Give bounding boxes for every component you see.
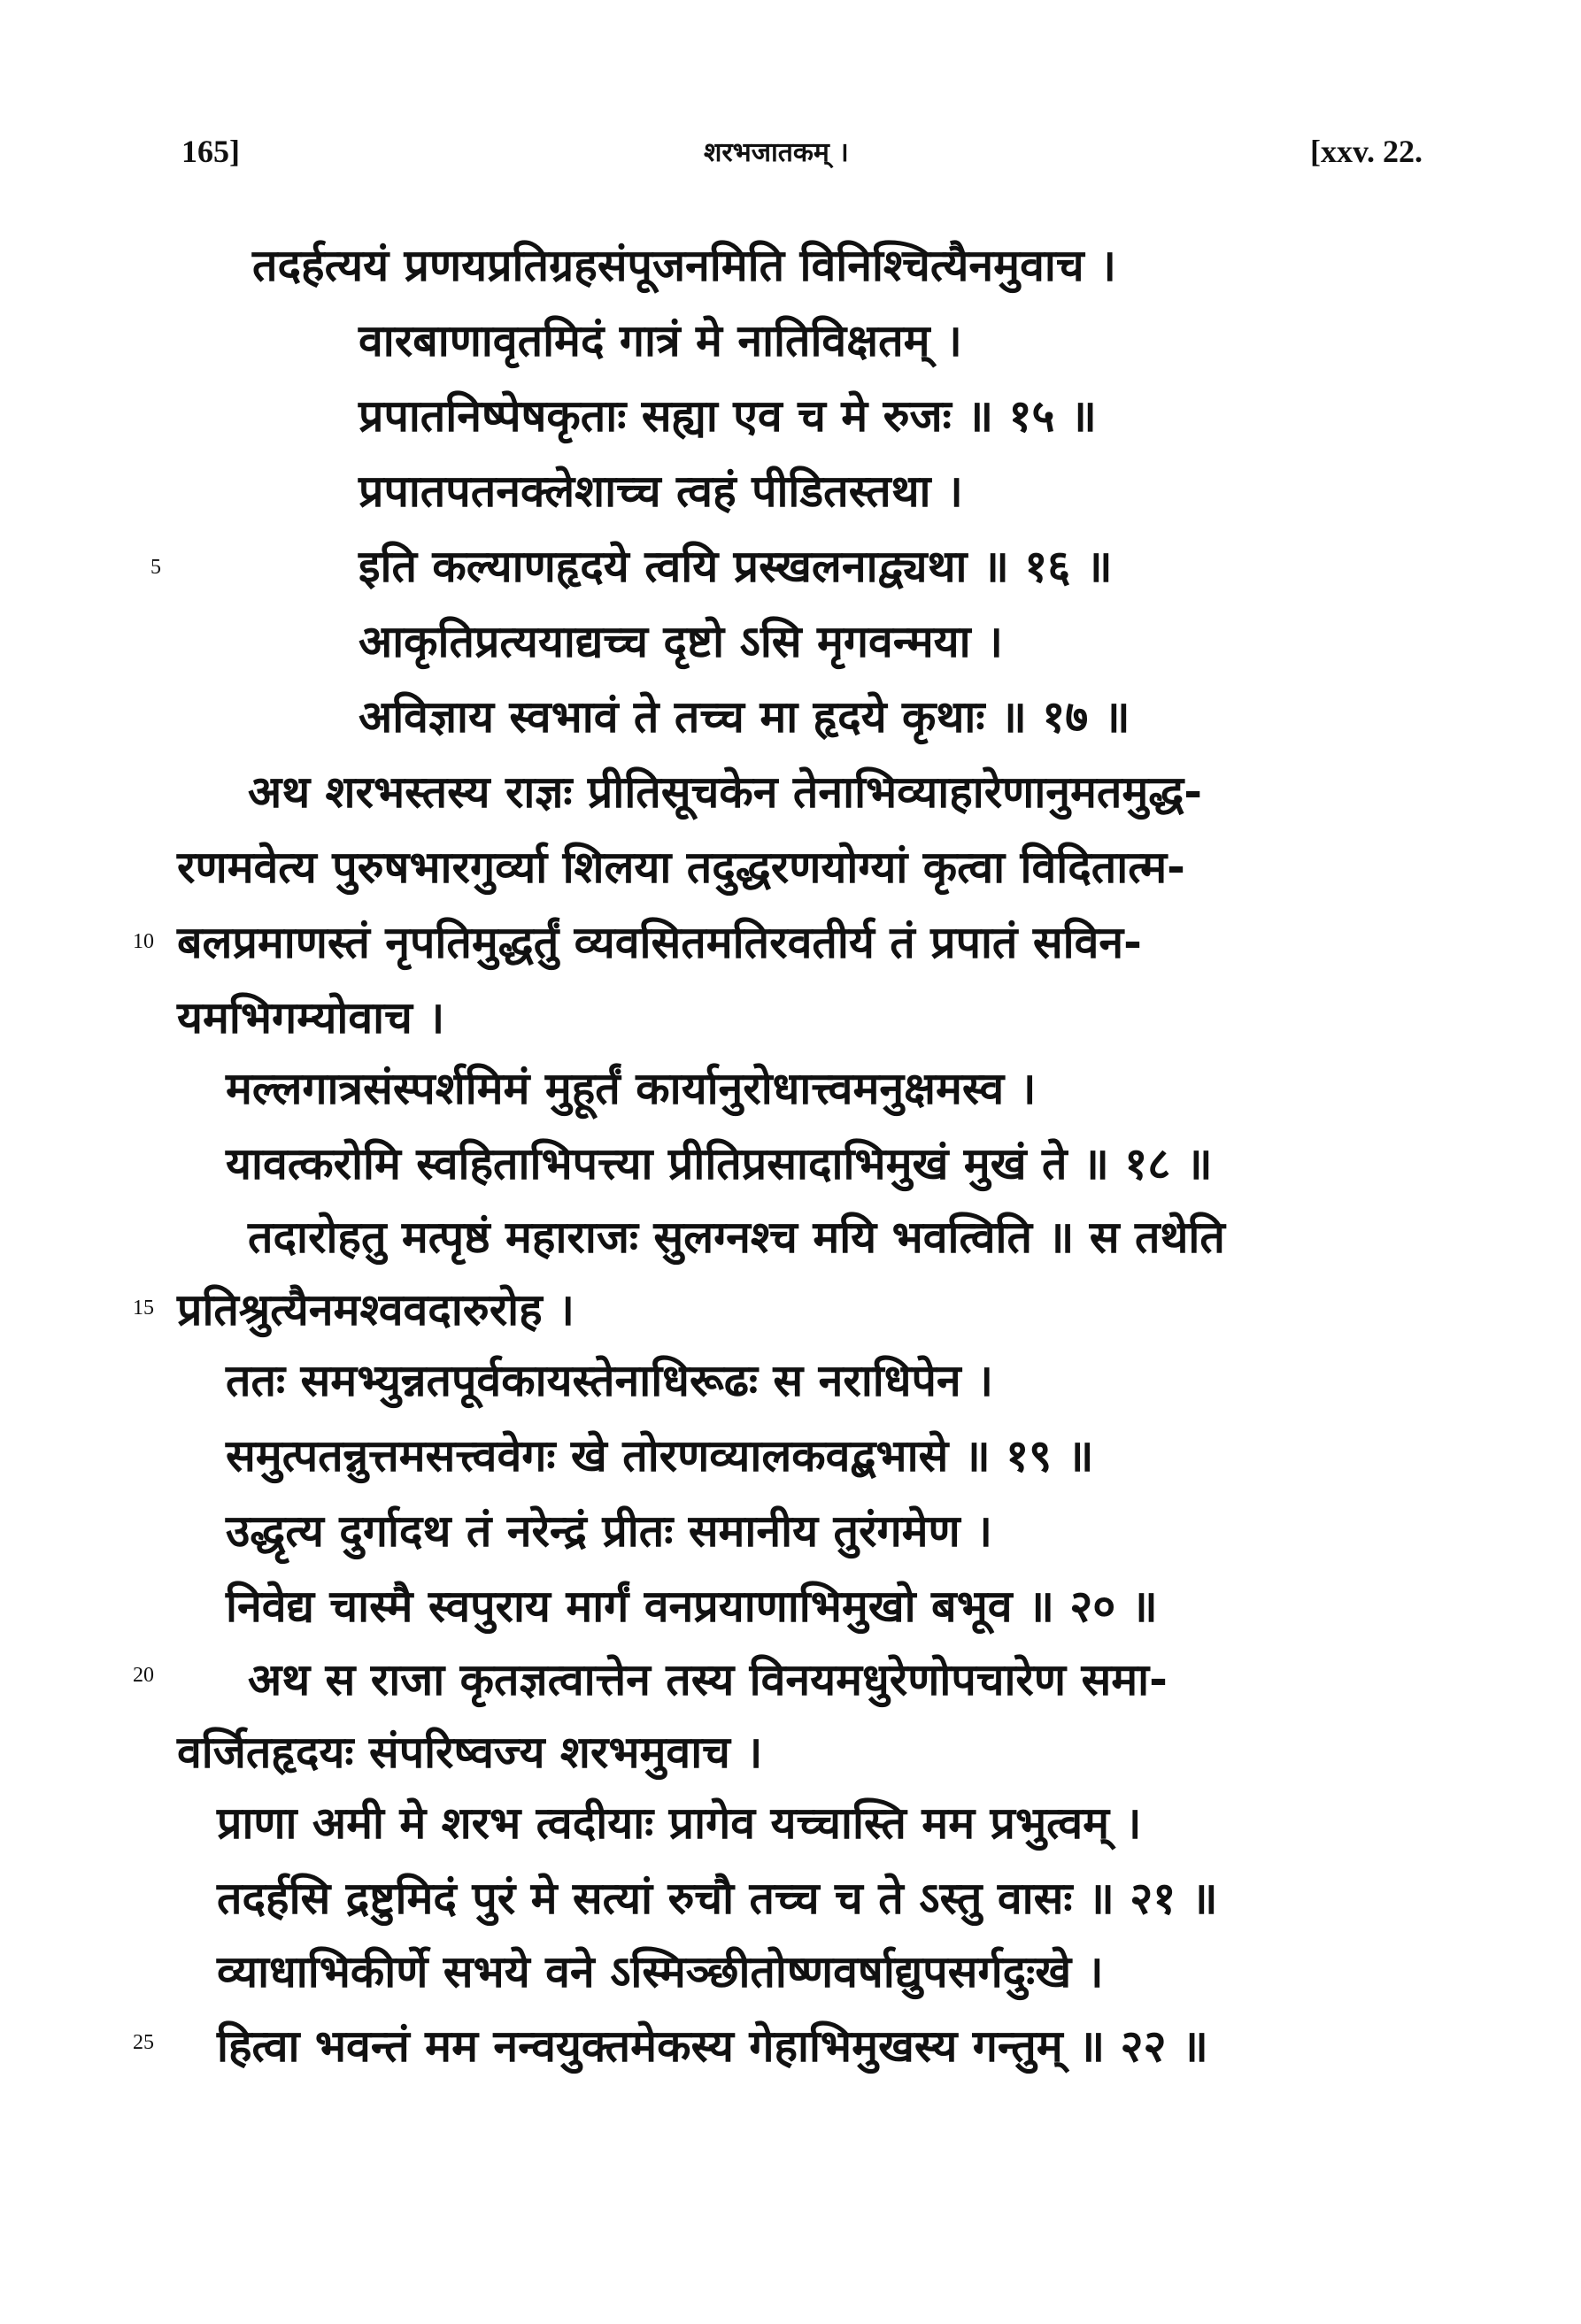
line-number: 5 (150, 556, 161, 579)
verse-line: इति कल्याणहृदये त्वयि प्रस्खलनाद्व्यथा ॥ १६ ॥ (359, 541, 1113, 592)
verse-line: निवेद्य चास्मै स्वपुराय मार्गं वनप्रयाणाभिमुखो बभूव ॥ २० ॥ (226, 1581, 1158, 1632)
verse-line: प्रपातपतनक्लेशाच्च त्वहं पीडितस्तथा । (359, 466, 963, 517)
text-line: वर्जितहृदयः संपरिष्वज्य शरभमुवाच । (177, 1727, 763, 1778)
verse-line: तदर्हसि द्रष्टुमिदं पुरं मे सत्यां रुचौ तच्च च ते ऽस्तु वासः ॥ २१ ॥ (217, 1873, 1218, 1924)
text-line: प्रतिश्रुत्यैनमश्ववदारुरोह । (177, 1284, 575, 1335)
text-line: तदर्हत्ययं प्रणयप्रतिग्रहसंपूजनमिति विनिश्चित्यैनमुवाच । (252, 240, 1116, 291)
verse-line: ततः समभ्युन्नतपूर्वकायस्तेनाधिरूढः स नराधिपेन । (226, 1355, 993, 1406)
page-number: 165] (181, 134, 240, 169)
verse-line: वारबाणावृतमिदं गात्रं मे नातिविक्षतम् । (359, 315, 962, 366)
verse-line: प्रपातनिष्पेषकृताः सह्या एव च मे रुजः ॥ १५ ॥ (359, 390, 1097, 442)
text-line: तदारोहतु मत्पृष्ठं महाराजः सुलग्नश्च मयि भवत्विति ॥ स तथेति (248, 1212, 1225, 1263)
section-reference: [xxv. 22. (1310, 134, 1423, 169)
text-line: अथ शरभस्तस्य राज्ञः प्रीतिसूचकेन तेनाभिव्याहारेणानुमतमुद्ध- (248, 766, 1203, 818)
verse-line: समुत्पतन्नुत्तमसत्त्ववेगः खे तोरणव्यालकवद्बभासे ॥ १९ ॥ (226, 1430, 1094, 1481)
running-title: शरभजातकम् । (704, 137, 849, 168)
line-number: 10 (133, 930, 154, 953)
text-line: बलप्रमाणस्तं नृपतिमुद्धर्तुं व्यवसितमतिरवतीर्य तं प्रपातं सविन- (177, 917, 1142, 968)
verse-line: अविज्ञाय स्वभावं ते तच्च मा हृदये कृथाः ॥ १७ ॥ (359, 691, 1130, 743)
line-number: 25 (133, 2031, 154, 2054)
text-line: अथ स राजा कृतज्ञत्वात्तेन तस्य विनयमधुरेणोपचारेण समा- (248, 1654, 1168, 1705)
verse-line: हित्वा भवन्तं मम नन्वयुक्तमेकस्य गेहाभिमुखस्य गन्तुम् ॥ २२ ॥ (217, 2020, 1208, 2072)
text-line: रणमवेत्य पुरुषभारगुर्व्या शिलया तदुद्धरणयोग्यां कृत्वा विदितात्म- (177, 842, 1185, 893)
verse-line: व्याधाभिकीर्णे सभये वने ऽस्मिञ्छीतोष्णवर्षाद्युपसर्गदुःखे । (217, 1946, 1104, 1997)
verse-line: प्राणा अमी मे शरभ त्वदीयाः प्रागेव यच्चास्ति मम प्रभुत्वम् । (217, 1797, 1142, 1849)
verse-line: आकृतिप्रत्ययाद्यच्च दृष्टो ऽसि मृगवन्मया । (359, 616, 1003, 667)
verse-line: मल्लगात्रसंस्पर्शमिमं मुहूर्तं कार्यानुरोधात्त्वमनुक्षमस्व । (226, 1063, 1037, 1114)
text-line: यमभिगम्योवाच । (177, 992, 445, 1043)
line-number: 15 (133, 1297, 154, 1320)
line-number: 20 (133, 1664, 154, 1687)
verse-line: उद्धृत्य दुर्गादथ तं नरेन्द्रं प्रीतः समानीय तुरंगमेण । (226, 1505, 992, 1557)
verse-line: यावत्करोमि स्वहिताभिपत्त्या प्रीतिप्रसादाभिमुखं मुखं ते ॥ १८ ॥ (226, 1138, 1213, 1189)
